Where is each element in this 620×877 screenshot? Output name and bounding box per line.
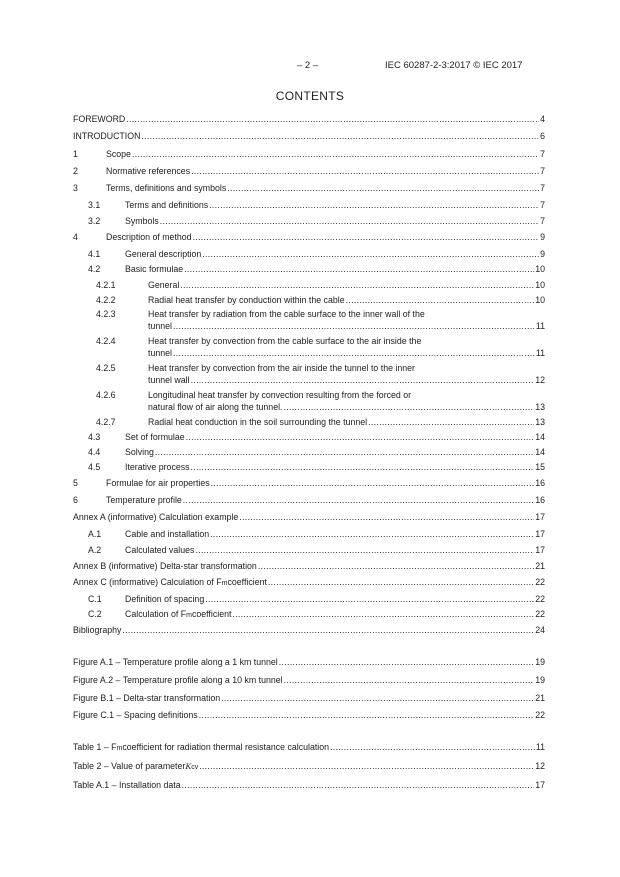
toc-entry[interactable] [73,446,545,458]
leader-dots [180,279,534,291]
entry-title: Annex C (informative) Calculation of F [73,577,222,587]
leader-dots [210,528,534,540]
page-ref: 16 [535,495,545,505]
page-ref: 22 [535,609,545,619]
section-number: 4.2.6 [96,390,116,400]
document-id: IEC 60287-2-3:2017 © IEC 2017 [385,60,523,71]
entry-title: Figure A.2 – Temperature profile along a 10 km tunnel [73,675,283,685]
entry-title: Table 1 – F [73,742,117,752]
leader-dots [283,401,534,413]
leader-dots [155,446,534,458]
page-ref: 10 [535,295,545,305]
section-number: 4.2.1 [96,280,116,290]
entry-title: Normative references [106,166,191,176]
section-number: A.1 [88,529,102,539]
entry-title: Figure B.1 – Delta-star transformation [73,693,221,703]
toc-entry-line [73,335,545,347]
contents-heading: CONTENTS [275,89,345,103]
toc-entry[interactable] [73,576,545,588]
page-ref: 17 [535,545,545,555]
section-number: 4.2.5 [96,363,116,373]
section-number: 6 [73,495,78,505]
entry-title: Longitudinal heat transfer by convection resulting from the forced or [148,390,412,400]
toc-entry-line [73,231,545,243]
toc-entry[interactable] [73,248,545,260]
leader-dots [268,576,534,588]
page-ref: 17 [535,529,545,539]
leader-dots [199,760,534,772]
page-ref: 14 [535,447,545,457]
leader-dots [184,263,534,275]
leader-dots [202,248,539,260]
toc-entry[interactable] [73,389,545,413]
leader-dots [173,320,535,332]
toc-entry[interactable] [73,294,545,306]
toc-entry[interactable] [73,182,545,194]
toc-entry[interactable] [73,528,545,540]
toc-entry[interactable] [73,760,545,772]
entry-title: Table A.1 – Installation data [73,780,181,790]
entry-title-continued: natural flow of air along the tunnel. [148,402,283,412]
page-ref: 9 [540,232,545,242]
entry-title-italic: K [185,761,192,771]
entry-title: Definition of spacing [125,594,205,604]
leader-dots [191,374,535,386]
page-ref: 19 [535,675,545,685]
toc-entry[interactable] [73,674,545,686]
page-ref: 12 [535,375,545,385]
entry-title: Solving [125,447,154,457]
section-number: 4.2.7 [96,417,116,427]
page-ref: 7 [540,149,545,159]
section-number: 3.2 [88,216,101,226]
section-number: 4.2.3 [96,309,116,319]
toc-entry-line: Table 1 – F m coefficient for radiation thermal resistance calculation ..... 11 [73,741,545,753]
leader-dots [346,294,535,306]
entry-title: Heat transfer by radiation from the cable surface to the inner wall of the [148,309,425,319]
toc-entry[interactable] [73,199,545,211]
page-ref: 4 [540,114,545,124]
toc-entry-line [73,709,545,721]
page-number: – 2 – [297,60,319,71]
entry-title: Scope [106,149,131,159]
section-number: 1 [73,149,78,159]
toc-entry[interactable] [73,113,545,125]
page-ref: 7 [540,216,545,226]
leader-dots [209,199,539,211]
page-ref: 21 [535,561,545,571]
entry-title: Temperature profile [106,495,182,505]
page-ref: 15 [535,462,545,472]
entry-title-continued: tunnel [148,321,172,331]
entry-title: Terms and definitions [125,200,209,210]
toc-entry[interactable] [73,779,545,791]
toc-entry-line [73,446,545,458]
entry-title: Heat transfer by convection from the air inside the tunnel to the inner [148,363,415,373]
toc-entry-line [73,416,545,428]
entry-title: Description of method [106,232,192,242]
toc-entry-line [73,130,545,142]
section-number: 4.2 [88,264,101,274]
toc-entry[interactable] [73,431,545,443]
page-ref: 17 [535,512,545,522]
toc-entry[interactable] [73,130,545,142]
page-ref: 10 [535,264,545,274]
leader-dots [199,709,535,721]
entry-title: Annex B (informative) Delta-star transformation [73,561,257,571]
page-ref: 9 [540,249,545,259]
toc-entry[interactable] [73,593,545,605]
toc-entry[interactable] [73,148,545,160]
page-ref: 13 [535,417,545,427]
entry-title: Radial heat conduction in the soil surrounding the tunnel [148,417,368,427]
toc-entry-line [73,477,545,489]
leader-dots [182,779,535,791]
leader-dots [186,431,535,443]
entry-title-suffix: coefficient [191,609,232,619]
toc-entry[interactable] [73,511,545,523]
page-ref: 22 [535,594,545,604]
entry-title-suffix: coefficient for radiation thermal resistance calculation [122,742,330,752]
toc-entry[interactable] [73,165,545,177]
entry-title: Symbols [125,216,159,226]
page-ref: 11 [535,321,545,331]
entry-title: Basic formulae [125,264,184,274]
toc-entry[interactable] [73,308,545,332]
toc-entry-line [73,165,545,177]
section-number: 4.1 [88,249,101,259]
leader-dots [173,347,535,359]
leader-dots [279,656,534,668]
page-ref: 21 [535,693,545,703]
section-number: 4 [73,232,78,242]
toc-entry[interactable] [73,215,545,227]
leader-dots [227,182,539,194]
toc-entry-line [73,263,545,275]
leader-dots [239,511,534,523]
page-ref: 19 [535,657,545,667]
section-number: A.2 [88,545,102,555]
entry-title: Annex A (informative) Calculation example [73,512,239,522]
toc-entry[interactable] [73,656,545,668]
page-ref: 7 [540,166,545,176]
leader-dots [284,674,535,686]
page-ref: 12 [535,761,545,771]
section-number: C.2 [88,609,102,619]
leader-dots [183,494,534,506]
entry-title: FOREWORD [73,114,126,124]
leader-dots [258,560,534,572]
leader-dots [368,416,534,428]
section-number: 3.1 [88,200,101,210]
entry-title: Calculated values [125,545,195,555]
toc-entry-line [73,113,545,125]
entry-title: Formulae for air properties [106,478,210,488]
entry-title: Figure C.1 – Spacing definitions [73,710,198,720]
toc-entry-line [73,431,545,443]
page-ref: 7 [540,183,545,193]
entry-title: Calculation of F [125,609,187,619]
toc-entry[interactable] [73,494,545,506]
leader-dots [232,608,534,620]
toc-entry-line [73,308,545,320]
entry-title: Iterative process [125,462,190,472]
toc-entry-line [73,674,545,686]
toc-entry-line [73,692,545,704]
toc-entry-line [73,389,545,401]
entry-title: Set of formulae [125,432,185,442]
section-number: 4.4 [88,447,101,457]
toc-entry[interactable] [73,608,545,620]
entry-title: Bibliography [73,625,122,635]
entry-title-suffix: coefficient [227,577,267,587]
toc-entry-line: Table 2 – Value of parameter K cv ..... 12 [73,760,545,772]
toc-entry-line [73,294,545,306]
leader-dots [191,461,535,473]
toc-entry-line [73,511,545,523]
toc-entry[interactable] [73,461,545,473]
toc-entry[interactable] [73,231,545,243]
toc-entry[interactable] [73,279,545,291]
page-ref: 22 [535,577,545,587]
toc-entry-line [73,401,545,413]
leader-dots [191,165,539,177]
page-ref: 24 [535,625,545,635]
leader-dots [211,477,535,489]
entry-title: General description [125,249,202,259]
entry-title-continued: tunnel [148,348,172,358]
toc-entry[interactable] [73,477,545,489]
entry-title-continued: tunnel wall [148,375,190,385]
section-number: 4.5 [88,462,101,472]
toc-entry-line [73,544,545,556]
toc-entry-line [73,528,545,540]
page-ref: 11 [535,742,545,752]
toc-entry[interactable] [73,560,545,572]
entry-title: Terms, definitions and symbols [106,183,227,193]
toc-entry[interactable] [73,692,545,704]
section-number: 4.2.2 [96,295,116,305]
section-number: 4.3 [88,432,101,442]
toc-entry[interactable] [73,335,545,359]
toc-entry-line [73,215,545,227]
toc-entry[interactable] [73,544,545,556]
toc-entry-line [73,374,545,386]
section-number: 2 [73,166,78,176]
page-ref: 22 [535,710,545,720]
section-number: 4.2.4 [96,336,116,346]
leader-dots [122,624,534,636]
toc-entry-line [73,779,545,791]
entry-title: Table 2 – Value of parameter [73,761,186,771]
section-number: 3 [73,183,78,193]
section-number: C.1 [88,594,102,604]
toc-entry-line: C.2 Calculation of F m coefficient ..... 22 [73,608,545,620]
entry-title: Figure A.1 – Temperature profile along a 1 km tunnel [73,657,278,667]
toc-entry[interactable] [73,362,545,386]
toc-entry[interactable] [73,624,545,636]
page-ref: 10 [535,280,545,290]
leader-dots [330,741,535,753]
page-ref: 16 [535,478,545,488]
entry-title: INTRODUCTION [73,131,141,141]
toc-entry-line [73,248,545,260]
toc-entry-line [73,461,545,473]
toc-entry-line [73,347,545,359]
toc-entry-line [73,560,545,572]
section-number: 5 [73,478,78,488]
entry-title: Heat transfer by convection from the cable surface to the air inside the [148,336,422,346]
leader-dots [195,544,534,556]
leader-dots [132,148,539,160]
toc-entry-line [73,320,545,332]
leader-dots [221,692,534,704]
leader-dots [160,215,539,227]
toc-entry-line [73,182,545,194]
leader-dots [205,593,534,605]
toc-entry[interactable] [73,263,545,275]
toc-entry-line [73,279,545,291]
toc-entry[interactable] [73,709,545,721]
page-ref: 17 [535,780,545,790]
page-ref: 6 [540,131,545,141]
toc-entry-line [73,494,545,506]
leader-dots [193,231,540,243]
leader-dots [126,113,539,125]
entry-title: Radial heat transfer by conduction within the cable [148,295,345,305]
toc-entry-line [73,656,545,668]
page-ref: 13 [535,402,545,412]
page-ref: 7 [540,200,545,210]
toc-entry[interactable] [73,741,545,753]
toc-entry[interactable] [73,416,545,428]
page-ref: 11 [535,348,545,358]
page-ref: 14 [535,432,545,442]
toc-entry-line [73,624,545,636]
entry-title: General [148,280,180,290]
toc-entry-line [73,199,545,211]
leader-dots [141,130,539,142]
entry-title: Cable and installation [125,529,210,539]
toc-entry-line [73,362,545,374]
toc-entry-line: Annex C (informative) Calculation of F m coefficient ..... 22 [73,576,545,588]
toc-entry-line [73,148,545,160]
toc-entry-line [73,593,545,605]
